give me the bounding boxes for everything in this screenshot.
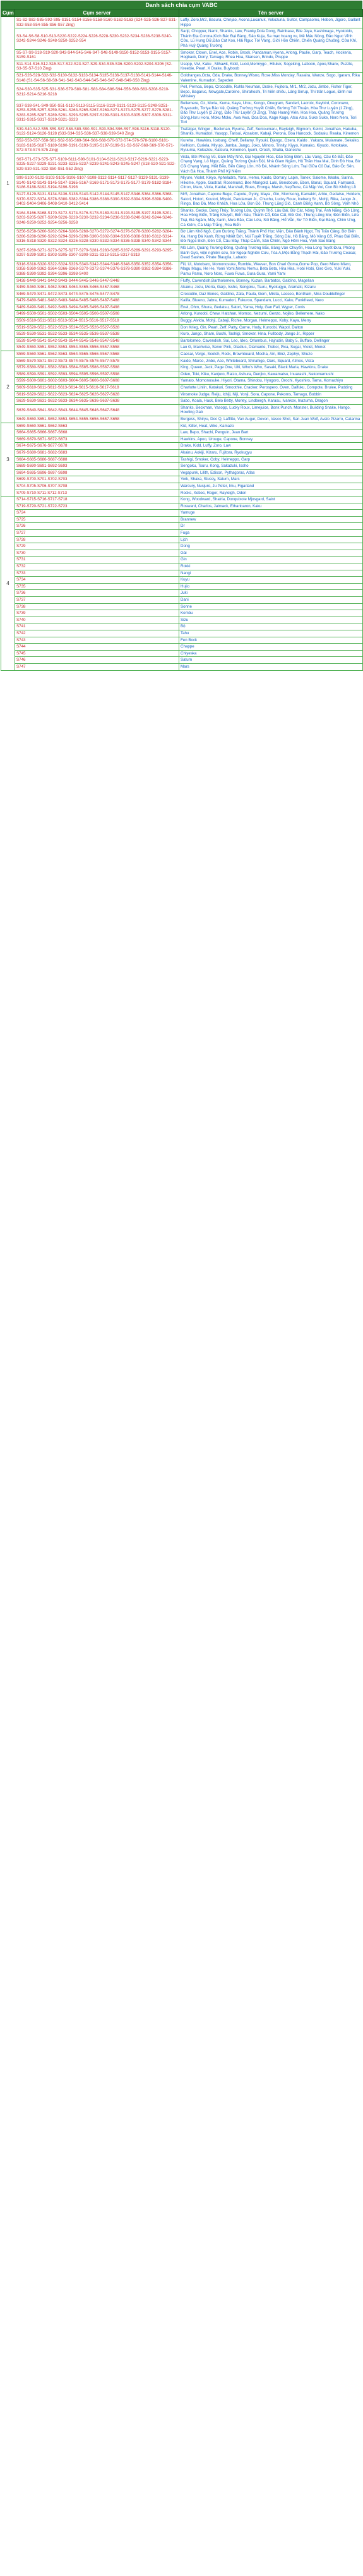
table-row xyxy=(1,175,363,191)
table-row xyxy=(1,590,363,597)
table-row xyxy=(1,510,363,517)
table-row xyxy=(1,650,363,657)
server-codes-cell: S679-S680-S681-S682-S683 xyxy=(15,449,179,456)
server-names-cell: Saturn xyxy=(179,657,363,664)
table-row xyxy=(1,344,363,351)
server-names-cell: Fen Bock xyxy=(179,637,363,644)
table-row xyxy=(1,337,363,344)
table-row xyxy=(1,126,363,137)
server-codes-cell: S719-S720-S721-S722-S723 xyxy=(15,503,179,510)
server-names-cell: Lao G, Machvise, Senor Pink, Gladius, Diamante, Trebol, Pica, Sugar, Violet, Monet xyxy=(179,344,363,351)
server-codes-cell: S1-S2-S82-S85-S92-S95-S151-S154-S156-S158-S160-S162-S163 (S24-S25-S26-S27-S31-S32-S53-S54-S55-S56-S57 Zing) xyxy=(15,17,179,28)
table-row xyxy=(1,324,363,331)
server-names-cell: Sengoku, Tsuru, Kong, Sakazuki, Issho xyxy=(179,463,363,470)
table-row xyxy=(1,72,363,83)
table-row xyxy=(1,610,363,617)
server-names-cell: Sizu xyxy=(179,617,363,623)
group-number-cell: 3 xyxy=(1,423,15,497)
server-names-cell: Kaido, Marco, Jinbe, Ace, Whitebeard, Shirahige, Oars, Squard, Atmos, Vista xyxy=(179,358,363,364)
table-row xyxy=(1,291,363,298)
server-names-cell: Tashigi, Smoker, Coby, Helmeppo, Garp xyxy=(179,456,363,463)
table-row xyxy=(1,244,363,261)
server-names-cell: Gái xyxy=(179,550,363,557)
table-row xyxy=(1,597,363,604)
server-names-cell: Usopp, Vivi, Kaku , Mihawk, Kidd, Lucci,Mermygo , Hiluluk, Sogeking, Laboon, Apoo,Shanx, Puzzle, Kreebie, Pearl, X Drake, Buyboob xyxy=(179,61,363,72)
server-names-cell: Vinsmoke Judge, Reiju, Ichiji, Niji, Yonji, Sora, Capone, Pekoms, Tamago, Bobbin xyxy=(179,391,363,398)
server-names-cell: Yamuge xyxy=(179,510,363,517)
table-row xyxy=(1,318,363,325)
server-names-cell: Yamato, Momonosuke, Hiyori, Otama, Shinobu, Hyogoro, Orochi, Kyoshiro, Tama, Komachiyo xyxy=(179,378,363,385)
server-codes-cell: S669-S670-S671-S672-S673 xyxy=(15,436,179,443)
table-row xyxy=(1,49,363,61)
table-row xyxy=(1,497,363,503)
table-row xyxy=(1,436,363,443)
table-row xyxy=(1,358,363,364)
table-row xyxy=(1,523,363,530)
table-row xyxy=(1,351,363,358)
table-row xyxy=(1,570,363,577)
server-codes-cell: S599-S600-S601-S602-S603-S604-S605-S606-S607-S608 xyxy=(15,378,179,385)
server-codes-cell: S99-S100-S102-S103-S105-S106-S107-S108-S112-S114-S117-S127-S129-S131-S139-S140-S142-S143-S145-S147-S165-S167-S169-S171-S173-S175-S177-S179-S182-S184-S186-S188-S192-S194-S196-S198 xyxy=(15,175,179,191)
server-codes-cell: S52-S53-S57-S58-S61-S62-S65-S69-S64-S66-S68-S70-S72-S74-S76-S78-S180-S181-S183-S185-S187-S189-S190-S191-S193-S195-S197-S199-S1-S3-S67-S68-S69-S70-S71-S72-S73-S74-S75 Zing) xyxy=(15,138,179,154)
server-codes-cell: S438-S440-S441-S442-S443-S444-S445-S446-S447-S448 xyxy=(15,277,179,284)
table-row xyxy=(1,577,363,584)
server-names-cell: Kuro, Jango, Sham, Buchi, Tashigi, Smoker, Hina, Fullbody, Jango Jr., Ripper xyxy=(179,331,363,338)
column-header-codes: Cụm server xyxy=(15,9,179,17)
table-row xyxy=(1,284,363,291)
server-codes-cell: S694-S695-S696-S697-S698 xyxy=(15,469,179,476)
server-codes-cell: S24-S30-S35-S25-S31-S36-S79-S80-S81-S83-S84-S86-S94-S56-S60-S63-S208-S210-S212-S214-S216-S218 xyxy=(15,84,179,100)
server-names-cell: Don Krieg, Gin, Pearl, Zeff, Patty, Carne, Hody, Kuroobi, Wapol, Dalton xyxy=(179,324,363,331)
server-codes-cell: S726 xyxy=(15,523,179,530)
table-row xyxy=(1,191,363,208)
server-names-cell: Sabo, Koala, Hack, Belo Betty, Morley, Lindbergh, Karasu, Ivankov, Inazuma, Dragon xyxy=(179,398,363,405)
server-codes-cell: S664-S665-S666-S667-S668 xyxy=(15,430,179,436)
server-names-cell: Shanks, Gecko, Dòng Thủy, Trường Lửa, Quỳnh Thổ, Lâu Đài, Bờ Cát, Nông Trại, Ánh Nắng, Gió Lộng, Hoa Hồng Biển, Trăng Khuyết, Biển Sâu, Thành Cổ, Đảo Cát, Đồi Gió, Thung Lũng Mơ, Đèn Biển, Lửa Trại, Đá Ngầm, Mây Xanh, Mưa Bão, Cáo Lửa, Sói Băng, Hổ Vằn, Sư Tử Biển, Đại Bàng, Chim Ưng, Cá Kiếm, Cá Mập Trắng, Rùa Biển xyxy=(179,207,363,228)
table-row xyxy=(1,423,363,430)
server-cluster-table xyxy=(1,9,363,671)
server-names-cell: Akainu, Aokiji, Kizaru, Fujitora, Ryokugyu xyxy=(179,449,363,456)
server-names-cell: Arlong, Kuroobi, Chew, Hatchan, Momoo, Nezumi, Genzo, Nojiko, Bellemere, Nako xyxy=(179,311,363,318)
server-names-cell: Sanji, Chopper, Nami, Shanks, Law, Franky,Dola Dong, Rainbase, Bile Jaya, Kashimaga, Hyokoido, Thánh Địa Corona,Kích Bác Đại Bàng, Đảo Kuja, Sa mạc hoang vu, Mê Máu Nòng, Đảo Nguc Vĩnh Cửu, Lũ Hung Dữ,Đảo Cát Koo, Hải Nguc Tới Vàng, Giới Hồn Chiến, Chiến Quàng Chuông, Cửa Khí, Phá Huỷ Quảng Trường xyxy=(179,28,363,49)
server-codes-cell: S699-S700-S701-S702-S703 xyxy=(15,476,179,483)
server-names-cell: Warcury, Nusjuro, Ju Peter, Imu, Figarland xyxy=(179,483,363,490)
server-names-cell: Gin xyxy=(179,557,363,563)
server-codes-cell: S745 xyxy=(15,650,179,657)
server-codes-cell: S39-S40-S42-S55-S59-S87-S88-S89-S90-S91-S93-S94-S96-S97-S98-S116-S118-S120-S122-S124-S126-S128 (S33-S34-S35-S36-S37-S38-S39-S40 Zing) xyxy=(15,126,179,137)
server-codes-cell: S738 xyxy=(15,603,179,610)
table-row xyxy=(1,644,363,651)
server-codes-cell: S164-S166-S168-S170-S172-S174-S176-S178-S189-S191-S193-S195-S197-S199-S201-S203-S205-S207-S209-S226-S228-S230-S232-S234-S236-S238-S240-S242-S244-S246-S248-S250-S252-S254-S256-S258 xyxy=(15,207,179,228)
table-row xyxy=(1,398,363,405)
server-names-cell: Bờ Lâm Khố Ngõ, Cụm Đường Trăng, Thành Phố Học Viện, Đảo Bánh Ngọt, Thị Trấn Cảng, Bờ Biển Xa, Hang Đá Xanh, Rừng Nhiệt Đới, Núi Tuyết Trắng, Sông Dài, Hồ Băng, Mỏ Vàng Cổ, Pháo Đài Biển, Đồi Ngọc Bích, Đền Cổ, Cầu Mây, Tháp Canh, Sân Chiến, Ngõ Hẻm Hoa, Vịnh Sao Băng xyxy=(179,229,363,245)
server-codes-cell: S736 xyxy=(15,590,179,597)
table-row xyxy=(1,100,363,126)
server-codes-cell: S737 xyxy=(15,597,179,604)
server-names-cell: Mr5, Jonathan, Capone Bege, Capote, Gyoly, Maya , Gin, Morrisong, Kamakiri, Arbie, Gedatsu, Holdem, Satori, Hotori, Koutori, Miyuki, Pandaman Jr., Chuchu, Lucky Roux, Iceberg Sr., Mohji, Rika, Jango Jr., Ringo, Bao Đá, Mao Khách, Hoa Lửa, Bùn Đỏ, Thung Lũng Gió, Cánh Đồng Xanh, Bờ Sông, Vịnh Nhỏ xyxy=(179,191,363,208)
table-row xyxy=(1,530,363,537)
table-row xyxy=(1,456,363,463)
server-codes-cell: S732 xyxy=(15,563,179,570)
table-row xyxy=(1,449,363,456)
server-codes-cell: S127-S129-S131-S134-S136-S138-S140-S142-S144-S145-S147-S346-S364-S366-S368-S370-S372-S374-S378-S380-S382-S384-S386-S388-S390-S392-S394-S396-S398-S400-S402-S404-S406-S408-S410-S412-S414 xyxy=(15,191,179,208)
server-codes-cell: S499-S500-S501-S502-S503-S504-S505-S506-S507-S508 xyxy=(15,311,179,318)
server-names-cell: Kureha , Hawkins, Iceburg, Cheff, Bellamy, Ryouki, Django, Ozeru, Kaido , Yakuza, Mulamate, Sekaiko, Kelhiom, Curiela, Miyujo, Jamba, Jango, Joko, Minoro, Trinity, Kiyyo, Kumako, Kiyudo, Kotokake, Ryuuma, Kokuzou, Katsura, Kinemon, Iyumi, Oroch, Shalia, Ganeshu xyxy=(179,138,363,154)
server-names-cell: Mỏ Lâm, Quảng Trường Đông, Quảng Trường Bắc, Băng Vận Chuyển, Hòa Long Tuyết Đưa, Phòng Bành Gyo, viện nghiên cứu, Sở Ngoại Nghiên Cứu, Tòa A,Mộc Bằng Thạch Hài, Đảo Trường Ceasar, Dead Sashes, Pirate Blauglia, Labado xyxy=(179,244,363,261)
table-row xyxy=(1,476,363,483)
table-row xyxy=(1,557,363,563)
server-codes-cell: S469-S470-S471-S472-S473-S474-S475-S476-S477-S478 xyxy=(15,291,179,298)
server-names-cell: Rosward, Charlos, Jalmack, Ethanbaron, Kaku xyxy=(179,503,363,510)
server-names-cell: Buggy, Alvida, Mohji, Cabaji, Richie, Morgan, Helmeppo, Koby, Kaya, Merry xyxy=(179,318,363,325)
table-row xyxy=(1,207,363,228)
server-codes-cell: S735 xyxy=(15,583,179,590)
server-names-cell: Dani xyxy=(179,597,363,604)
server-codes-cell: S674-S675-S676-S677-S678 xyxy=(15,443,179,450)
table-row xyxy=(1,563,363,570)
server-codes-cell: S649-S650-S651-S652-S653-S654-S655-S656-S657-S658 xyxy=(15,416,179,423)
server-codes-cell: S725 xyxy=(15,516,179,523)
server-codes-cell: S728 xyxy=(15,536,179,543)
server-names-cell: York, Shaka, Stussy, Saturn, Mars xyxy=(179,476,363,483)
server-names-cell: Miyure, Violet, Kikyo, Apheladra, Yorla, Hemo, Kaido, Dorrary, Lapin, Tanek, Salome, Ikkaku, Sarina, Hikome, Apple, Gastrall, Rosemund, Bee Marigold, Laki, Benoboule, Ebon, Banal, Squard, Falmandi, Citron, Maro, Viola, Kaidai, Marshall, Blues, Eronga, Marsh, NepTune, Cá Mập Voi, Con Bò Khổng Lồ xyxy=(179,175,363,191)
page-title: Danh sách chia cụm VABC xyxy=(1,1,362,9)
table-row xyxy=(1,311,363,318)
server-names-cell: Goldranges,Octa, Oda, Drake, Bonney,Wisno, Rose,Miss Monday, Rasaira, Wanze, Sogo, Igaram, Rika Valentine, Kumadori, Sapeden xyxy=(179,72,363,83)
server-codes-cell: S256-S258-S260-S262-S264-S266-S268-S270-S272-S274-S276-S278-S280-S282-S284-S286-S288-S290-S292-S294-S296-S298-S300-S302-S304-S306-S308-S310-S312-S314-S316-S318-S320-S322-S324-S326-S328-S330-S332-S334-S336-S338-S340-S342-S344 xyxy=(15,229,179,245)
table-body xyxy=(1,17,363,671)
server-names-cell: Dr xyxy=(179,523,363,530)
table-row xyxy=(1,637,363,644)
table-row xyxy=(1,430,363,436)
table-row xyxy=(1,583,363,590)
table-header-row xyxy=(1,9,363,17)
server-codes-cell: S579-S580-S581-S582-S583-S584-S585-S586-S587-S588 xyxy=(15,364,179,371)
server-names-cell: Oden, Toki, Kiku, Kanjuro, Raizo, Ashura, Denjiro, Kawamatsu, Inuarashi, Nekomamushi xyxy=(179,371,363,378)
table-row xyxy=(1,550,363,557)
server-names-cell: King, Queen, Jack, Page One, Ulti, Who's Who, Sasaki, Black Maria, Hawkins, Drake xyxy=(179,364,363,371)
server-codes-cell: S619-S620-S621-S622-S623-S624-S625-S626-S627-S628 xyxy=(15,391,179,398)
server-names-cell: Drake, Kidd, Luffy, Zoro, Law xyxy=(179,443,363,450)
server-names-cell: Bellemere, Oz, Moria, Kuma, Kaya, Urou, Kongo, Onegram, Sanderl, Lacroix, Keybird, Coronavo, Ruyasudo, Toriya Bảo Vệ, Quảng Trường Huyết Chiến, Đường Tới Thuận, Hòa Thư Luyện (1 Zing), Đảo Thư Luyện (2 Zing), Đảo Thư Luyện (3 Zing), Tháp Hoang Viên, Hoa Hoa, Quảng Trường Đồng,Horu Horu, Moku Moku, Awa Awa, Doa Doa, Kage Kage, Atsu Atsu, Suke Suke, Nero Nero, Tori Tori xyxy=(179,100,363,126)
server-codes-cell: S747 xyxy=(15,663,179,670)
table-row xyxy=(1,304,363,311)
group-number-cell: 2 xyxy=(1,351,15,423)
server-names-cell: Sonne xyxy=(179,603,363,610)
table-row xyxy=(1,378,363,385)
table-row xyxy=(1,490,363,497)
server-codes-cell: S689-S690-S691-S692-S693 xyxy=(15,463,179,470)
server-codes-cell: S729 xyxy=(15,543,179,550)
table-row xyxy=(1,385,363,392)
server-codes-cell: S731 xyxy=(15,557,179,563)
server-codes-cell: S727 xyxy=(15,530,179,537)
server-codes-cell: S589-S590-S591-S592-S593-S594-S595-S596-S597-S598 xyxy=(15,371,179,378)
table-row xyxy=(1,364,363,371)
column-header-names: Tên server xyxy=(179,9,363,17)
server-codes-cell: S743 xyxy=(15,637,179,644)
server-codes-cell: S746 xyxy=(15,657,179,664)
server-names-cell: Chappe xyxy=(179,644,363,651)
table-row xyxy=(1,503,363,510)
server-codes-cell: S267-S269-S271-S273-S275-S277-S279-S281-S283-S285-S287-S289-S291-S293-S295-S297-S299-S301-S303-S305-S307-S309-S311-S313-S315-S317-S319 xyxy=(15,244,179,261)
server-codes-cell: S549-S550-S551-S552-S553-S554-S555-S556-S557-S558 xyxy=(15,344,179,351)
table-row xyxy=(1,623,363,630)
server-names-cell: Kuyu xyxy=(179,577,363,584)
table-row xyxy=(1,229,363,245)
table-row xyxy=(1,443,363,450)
server-codes-cell: S11-S14-S16-S12-S15-S17-S22-S23-S27-S29-S34-S35-S36-S200-S202-S204-S206 (S2-S3-S5-S7-S10 Zing) xyxy=(15,61,179,72)
server-names-cell: Pell, Pernoa, Bepo, Crocodile, Ruhla Neuman, Drake, Fujitora, Mr1, Mr2, Jozu, Jimbe, Fisher Tiger, Bepo, Bagaruc, Newgate,Caroline, Shirahoshi, Tri hiến shiêu, Láng Sirrup, Thi trấn Logue, Đinh núi Whiskey xyxy=(179,84,363,100)
table-row xyxy=(1,603,363,610)
server-codes-cell: S479-S480-S481-S482-S483-S484-S485-S486-S487-S488 xyxy=(15,298,179,304)
server-codes-cell: S724 xyxy=(15,510,179,517)
server-names-cell: Enel, Ohm, Shura, Gedatsu, Satori, Yama, Holy, Gan Fall, Wyper, Conis xyxy=(179,304,363,311)
table-row xyxy=(1,391,363,398)
table-row xyxy=(1,28,363,49)
server-cluster-table-container xyxy=(1,1,362,671)
table-row xyxy=(1,17,363,28)
server-codes-cell: S739 xyxy=(15,610,179,617)
server-codes-cell: S316-S318-S320-S322-S324-S326-S340-S342-S344-S346-S348-S350-S352-S354-S356-S358-S360-S362-S364-S366-S368-S370-S372-S374-S376-S378-S380-S382-S384-S386-S388-S390-S392-S394-S396-S398-S400 xyxy=(15,261,179,277)
server-names-cell: Dùng xyxy=(179,543,363,550)
table-row xyxy=(1,277,363,284)
table-row xyxy=(1,617,363,623)
server-codes-cell: S740 xyxy=(15,617,179,623)
server-codes-cell: S744 xyxy=(15,644,179,651)
server-names-cell: Lịch xyxy=(179,536,363,543)
server-names-cell: Fili, Ui, Motobaro, Momonosuke, Rumble, Weever, Bon Chari Goma,Gome Pop, Gero Miero Miero, Magu Magu, He He, Yomi Yomi,Nemu Nemu, Beta Beta, Hira Hira, Hobi Hobi, Giro Giro, Yuki Yuki, Pamu Pamu, Noro Noro, Fuwa Fuwa, Gura Gura, Yami Yami xyxy=(179,261,363,277)
table-row xyxy=(1,61,363,72)
server-codes-cell: S609-S610-S611-S612-S613-S614-S615-S616-S617-S618 xyxy=(15,385,179,392)
group-number-cell: 1 xyxy=(1,17,15,351)
server-codes-cell: S734 xyxy=(15,577,179,584)
server-codes-cell: S730 xyxy=(15,550,179,557)
server-names-cell: Rokki xyxy=(179,563,363,570)
server-names-cell: Kalifa, Blueno, Jabra, Kumadori, Fukurou, Spandam, Lucci, Kaku, Funkfreed, Nero xyxy=(179,298,363,304)
table-row xyxy=(1,84,363,100)
server-names-cell: Law, Bepo, Shachi, Penguin, Jean Bart xyxy=(179,430,363,436)
server-names-cell: Akainu, Jozu, Moria, Garp, Issho, Sengoku, Tsuru, Ryokugyu, Aramaki, Kizaru xyxy=(179,284,363,291)
server-codes-cell: S3-S4-S6-S8-S10-S13-S220-S222-S224-S226-S228-S230-S232-S234-S236-S238-S240-S242-S244-S246-S248-S250-S252-S54 xyxy=(15,28,179,49)
server-codes-cell: S67-S71-S73-S75-S77-S109-S111-S98-S101-S104-S211-S213-S217-S219-S221-S223-S225-S227-S229-S231-S233-S235-S237-S239-S241-S243-S245-S247 (S18-S20-S21-S22-S29-S30-S31-S32-S50-S51-S52 Zing) xyxy=(15,153,179,174)
server-names-cell: Mars xyxy=(179,663,363,670)
server-names-cell: Hujio xyxy=(179,583,363,590)
server-codes-cell: S629-S630-S631-S632-S633-S634-S635-S636-S637-S638 xyxy=(15,398,179,405)
server-names-cell: Luffy, Zoro,Mr2, Bacura, Chinjao, Acona,Lucanuk, Yokozuna, Sultor, Campaomo, Hebon, Jigoro, Gallant Hippo xyxy=(179,17,363,28)
server-codes-cell: S733 xyxy=(15,570,179,577)
server-names-cell: Charlotte Linlin, Katakuri, Smoothie, Cracker, Perospero, Oven, Daifuku, Compote, Brulee, Pudding xyxy=(179,385,363,392)
table-row xyxy=(1,516,363,523)
table-row xyxy=(1,543,363,550)
server-codes-cell: S529-S530-S531-S532-S533-S534-S535-S536-S537-S538 xyxy=(15,331,179,338)
table-row xyxy=(1,371,363,378)
server-codes-cell: S37-S38-S41-S49-S50-S51-S110-S113-S115-S116-S119-S121-S123-S125-S249-S251-S253-S255-S257-S259-S261-S263-S265-S267-S269-S271-S273-S275-S277-S279-S281-S283-S285-S287-S289-S291-S293-S295-S297-S299-S301-S303-S305-S307-S309-S311-S313-S315-S317-S319-S321-S323 xyxy=(15,100,179,126)
server-names-cell: Bartolomeo, Cavendish, Sai, Leo, Ideo, Orlumbus, Hajrudin, Baby 5, Buffalo, Dellinger xyxy=(179,337,363,344)
server-codes-cell: S684-S685-S686-S687-S688 xyxy=(15,456,179,463)
table-row xyxy=(1,663,363,670)
server-names-cell: Brannew xyxy=(179,516,363,523)
server-names-cell: Fuga xyxy=(179,530,363,537)
table-row xyxy=(1,331,363,338)
server-codes-cell: S559-S560-S561-S562-S563-S564-S565-S566-S567-S568 xyxy=(15,351,179,358)
column-header-group: Cụm xyxy=(1,9,15,17)
server-codes-cell: S709-S710-S711-S712-S713 xyxy=(15,490,179,497)
server-codes-cell: S741 xyxy=(15,623,179,630)
table-row xyxy=(1,463,363,470)
server-codes-cell: S539-S540-S541-S542-S543-S544-S545-S546-S547-S548 xyxy=(15,337,179,344)
server-codes-cell: S519-S520-S521-S522-S523-S524-S525-S526-S527-S528 xyxy=(15,324,179,331)
server-names-cell: Vista, Bởi Phong Vũ, Đám Mây Nhỏ, Đại Nguyên Hoa, Đảo Sóng Đêm, Lầu Vàng, Cầu Kẻ Bắt, Đảo Chạng Vạng, Lỗ Ngọc, Quảng Trường Quân Đội, Nhà Giam Ngầm, Hộ Thần Hoa Mai, Dinh Đò Hoa, Bờ Cõi Chạng Vạng, Mắt Bão, Bến Cảng Lớn, Hồ Đá, Nhánh Sông Lớn, Trại Giữa Cỏ Dại, Đảo Ốc Sên, Vách Đá Hoa, Thành Phố Kỷ Niệm xyxy=(179,153,363,174)
server-codes-cell: S5-S7-S9-S18-S19-S20-S43-S44-S45-S46-S47-S48-S149-S150-S152-S153-S155-S157-S159-S161 xyxy=(15,49,179,61)
server-codes-cell: S569-S570-S571-S572-S573-S574-S575-S576-S577-S578 xyxy=(15,358,179,364)
server-names-cell: Nangi xyxy=(179,570,363,577)
server-codes-cell: S742 xyxy=(15,630,179,637)
server-names-cell: Chiyeska xyxy=(179,650,363,657)
table-row xyxy=(1,404,363,416)
server-codes-cell: S489-S490-S491-S492-S493-S494-S495-S496-S497-S498 xyxy=(15,304,179,311)
server-codes-cell: S714-S715-S716-S717-S718 xyxy=(15,497,179,503)
server-names-cell: Shanks, Beckman, Yasopp, Lucky Roux, Limejuice, Bonk Punch, Monster, Building Snake, Hongo, Howling Gab xyxy=(179,404,363,416)
server-codes-cell: S509-S510-S511-S512-S513-S514-S515-S516-S517-S518 xyxy=(15,318,179,325)
server-names-cell: Juki xyxy=(179,590,363,597)
server-names-cell: Kombu xyxy=(179,610,363,617)
table-row xyxy=(1,138,363,154)
group-number-cell: 4 xyxy=(1,497,15,670)
server-names-cell: Smoker, Clown, Enel, Ace, Robin, Brook, Pandaman,Hyena, Arlong, Paulie, Garp, Teach, Hockeria, Hogback, Dorry, Tamago, Rhea Hoa, Stansen, Brindo, Pruppe xyxy=(179,49,363,61)
table-row xyxy=(1,153,363,174)
table-row xyxy=(1,416,363,423)
table-row xyxy=(1,469,363,476)
server-codes-cell: S21-S26-S28-S32-S33-S130-S132-S133-S134-S135-S136-S137-S138-S141-S144-S146-S148 (S1-S4-S6-S8-S9-S41-S42-S43-S44-S45-S46-S47-S48-S49-S58 Zing) xyxy=(15,72,179,83)
server-names-cell: Bộ xyxy=(179,623,363,630)
table-row xyxy=(1,657,363,664)
table-row xyxy=(1,536,363,543)
server-names-cell: Burgess, Shiryu, Doc Q, Laffitte, Van Augur, Devon, Vasco Shot, San Juan Wolf, Avalo Pizarro, Catarina xyxy=(179,416,363,423)
server-names-cell: Trafalgar, Winger , Beckman, Ryuma, Zeff, Sentoumaru, Rayleigh, Bigmom, Keimi, Jonathan, Hakuba, Shanks, Kumadori, Yasopp, Tansui, Absalom, Kabaji, Perona, Boa Hancock, Sodasiu, Reaka, Kinemon xyxy=(179,126,363,137)
server-names-cell: Tahu xyxy=(179,630,363,637)
server-names-cell: Kid, Killer, Heat, Wire, Kamazo xyxy=(179,423,363,430)
server-names-cell: Crocodile, Daz Bones, Galdino, Zala, Paula, Gem, Mikita, Lassoo, Bentham, Miss Doublefinger xyxy=(179,291,363,298)
server-codes-cell: S459-S460-S461-S462-S463-S464-S465-S466-S467-S468 xyxy=(15,284,179,291)
server-names-cell: Vegapunk, Lilith, Edison, Pythagoras, Atlas xyxy=(179,469,363,476)
server-codes-cell: S659-S660-S661-S662-S663 xyxy=(15,423,179,430)
table-row xyxy=(1,630,363,637)
server-names-cell: Rocks, Xebec, Roger, Rayleigh, Oden xyxy=(179,490,363,497)
table-row xyxy=(1,261,363,277)
server-names-cell: Kong, Woodward, Shalria, Donquixote Mjosgard, Saint xyxy=(179,497,363,503)
server-names-cell: Fluffy, Cavendish,Bartholomew, Bonney, Kuzan, Barbatos, Galdino, Magellan xyxy=(179,277,363,284)
table-row xyxy=(1,483,363,490)
server-codes-cell: S704-S705-S706-S707-S708 xyxy=(15,483,179,490)
server-codes-cell: S639-S640-S641-S642-S643-S644-S645-S646-S647-S648 xyxy=(15,404,179,416)
server-names-cell: Hawkins, Apoo, Urouge, Capone, Bonney xyxy=(179,436,363,443)
server-names-cell: Caesar, Vergo, Scotch, Rock, Brownbeard, Mocha, Ain, Binz, Zephyr, Shuzo xyxy=(179,351,363,358)
table-row xyxy=(1,298,363,304)
